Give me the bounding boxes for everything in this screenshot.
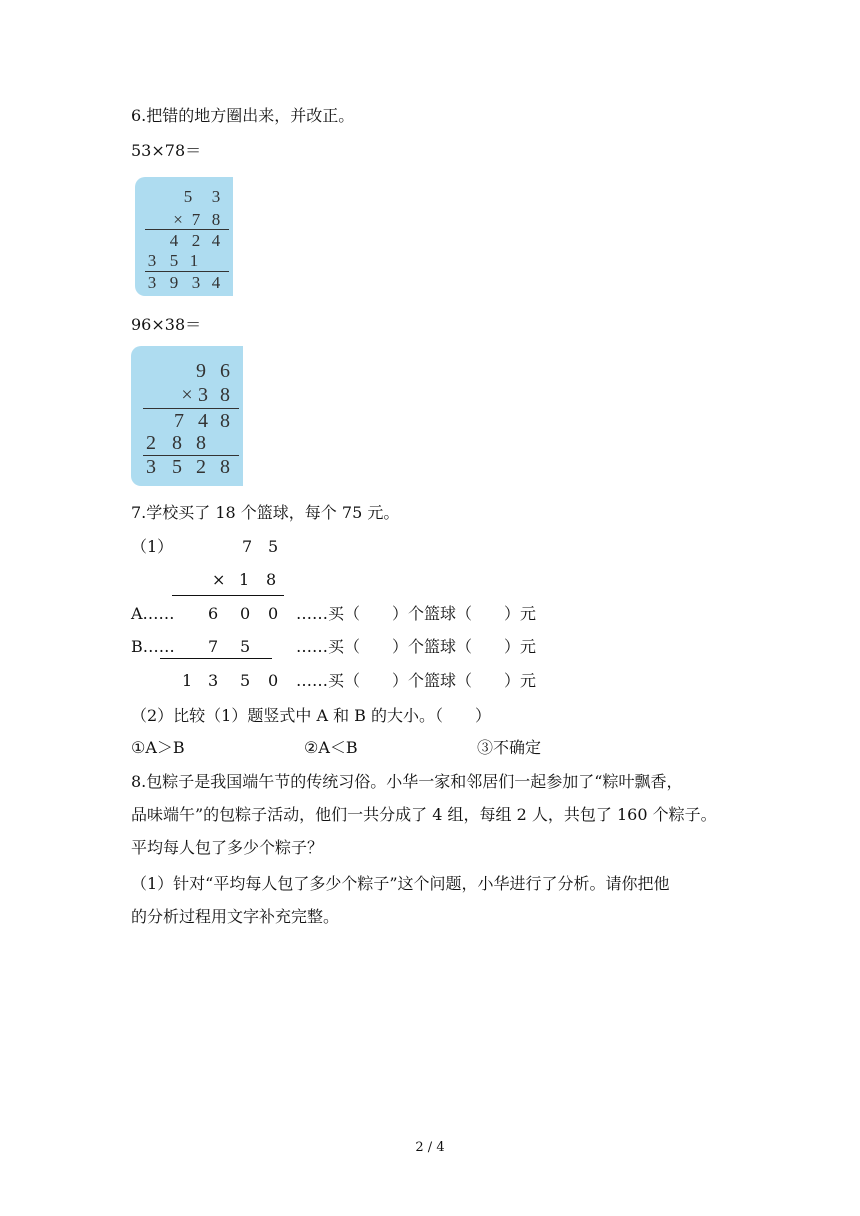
- digit: 4: [198, 410, 208, 432]
- q8-line-1: 8.包粽子是我国端午节的传统习俗。小华一家和邻居们一起参加了“粽叶飘香，: [131, 772, 683, 791]
- digit: 8: [220, 384, 230, 406]
- digit: 5: [169, 251, 179, 270]
- digit: 9: [196, 360, 206, 382]
- digit: 5: [240, 671, 251, 690]
- q8-part1-line-1: （1）针对“平均每人包了多少个粽子”这个问题，小华进行了分析。请你把他: [131, 874, 670, 893]
- q7-part1-label: （1）: [131, 537, 174, 556]
- digit: 1: [189, 251, 199, 270]
- option-3: ③不确定: [477, 738, 542, 757]
- digit: 8: [211, 210, 221, 229]
- row-a-label: A……: [131, 604, 175, 623]
- digit: 3: [146, 456, 156, 478]
- multiply-sign: ×: [212, 570, 226, 589]
- digit: 7: [208, 637, 219, 656]
- digit: 5: [172, 456, 182, 478]
- digit: 5: [183, 187, 193, 206]
- calc-line: [145, 229, 229, 230]
- q8-line-2: 品味端午”的包粽子活动，他们一共分成了 4 组，每组 2 人，共包了 160 个粽子。: [131, 805, 717, 824]
- digit: 3: [211, 187, 221, 206]
- digit: 4: [169, 231, 179, 250]
- digit: 4: [211, 273, 221, 292]
- digit: 3: [198, 384, 208, 406]
- q6-expression-b: 96×38＝: [131, 315, 202, 334]
- page-number: 2 / 4: [415, 1140, 445, 1155]
- multiply-sign: ×: [173, 210, 183, 229]
- row-sum-description: ……买（ ）个篮球（ ）元: [296, 671, 537, 690]
- digit: 9: [169, 273, 179, 292]
- digit: 3: [147, 273, 157, 292]
- digit: 0: [268, 671, 279, 690]
- multiply-sign: ×: [181, 384, 193, 406]
- q6-expression-a: 53×78＝: [131, 141, 202, 160]
- digit: 1: [239, 570, 250, 589]
- digit: 8: [220, 410, 230, 432]
- digit: 3: [191, 273, 201, 292]
- q6-vertical-calc-b: [131, 346, 243, 486]
- digit: 8: [266, 570, 277, 589]
- digit: 2: [196, 456, 206, 478]
- q7-part2: （2）比较（1）题竖式中 A 和 B 的大小。（ ）: [131, 706, 492, 725]
- digit: 2: [191, 231, 201, 250]
- digit: 0: [240, 604, 251, 623]
- q8-line-3: 平均每人包了多少个粽子？: [131, 838, 324, 857]
- digit: 7: [242, 537, 253, 556]
- q6-title: 6.把错的地方圈出来，并改正。: [131, 106, 355, 125]
- digit: 5: [240, 637, 251, 656]
- calc-line: [160, 658, 272, 659]
- digit: 7: [191, 210, 201, 229]
- row-b-description: ……买（ ）个篮球（ ）元: [296, 637, 537, 656]
- calc-line: [145, 271, 229, 272]
- digit: 8: [172, 432, 182, 454]
- digit: 0: [268, 604, 279, 623]
- digit: 3: [147, 251, 157, 270]
- digit: 4: [211, 231, 221, 250]
- digit: 6: [208, 604, 219, 623]
- q8-part1-line-2: 的分析过程用文字补充完整。: [131, 907, 340, 926]
- q6-vertical-calc-a: [135, 177, 233, 296]
- digit: 5: [268, 537, 279, 556]
- option-2: ②A＜B: [304, 738, 358, 757]
- digit: 2: [146, 432, 156, 454]
- digit: 8: [196, 432, 206, 454]
- digit: 3: [208, 671, 219, 690]
- row-b-label: B……: [131, 637, 175, 656]
- option-1: ①A＞B: [131, 738, 185, 757]
- digit: 8: [220, 456, 230, 478]
- calc-line: [143, 408, 239, 409]
- calc-line: [172, 595, 284, 596]
- digit: 7: [174, 410, 184, 432]
- digit: 6: [220, 360, 230, 382]
- digit: 1: [182, 671, 193, 690]
- row-a-description: ……买（ ）个篮球（ ）元: [296, 604, 537, 623]
- q7-title: 7.学校买了 18 个篮球，每个 75 元。: [131, 503, 400, 522]
